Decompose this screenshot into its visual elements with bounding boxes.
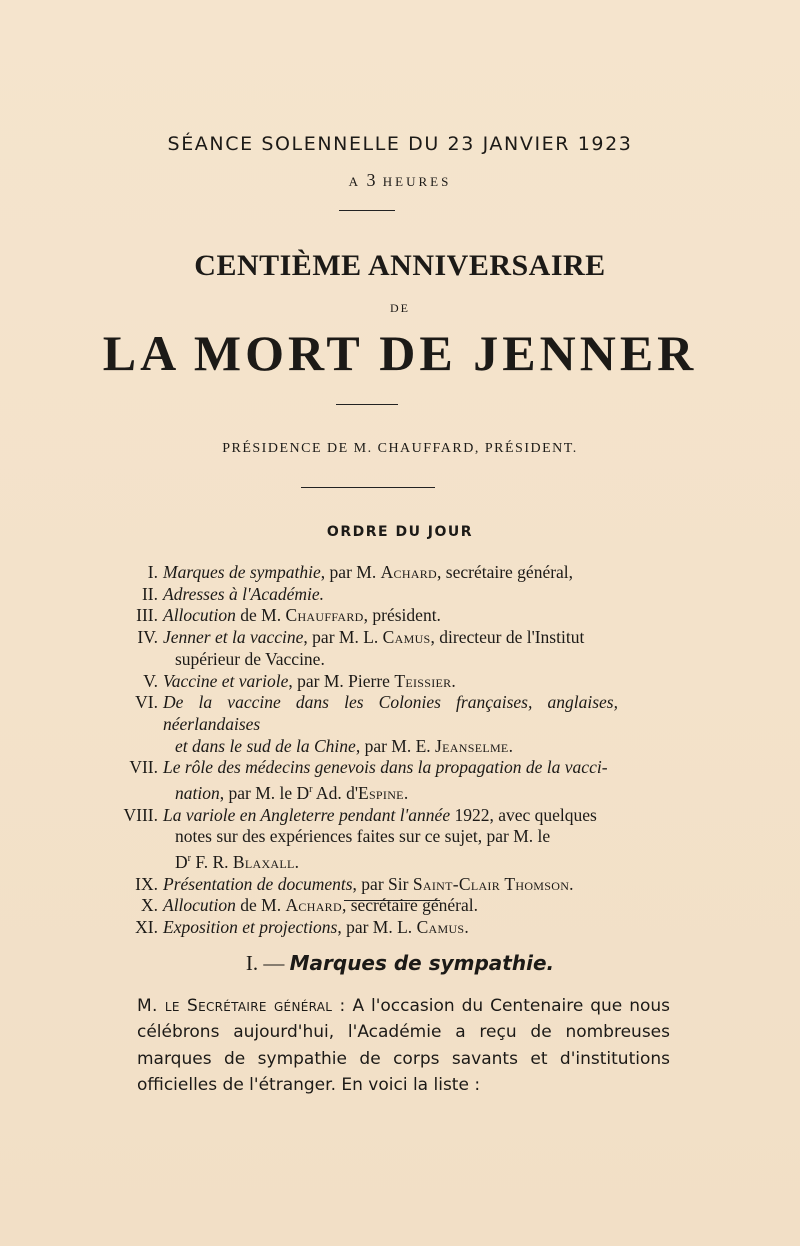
divider-3	[301, 487, 435, 488]
session-heading: SÉANCE SOLENNELLE DU 23 JANVIER 1923	[167, 133, 633, 155]
agenda-heading: ORDRE DU JOUR	[326, 524, 474, 540]
agenda-item: II. Adresses à l'Académie.	[141, 583, 325, 604]
agenda-item: X. Allocution de M. Achard, secrétaire général.	[140, 895, 478, 916]
agenda-item: VIII. La variole en Angleterre pendant l'année 1922, avec quelques notes sur des expériences faites sur ce sujet, par M. le $D^r$ F. R. Blaxall.	[123, 804, 597, 872]
section-title: I. — Marques de sympathie.	[245, 951, 555, 975]
title-de: DE	[390, 301, 410, 315]
agenda-item: I. Marques de sympathie, par M. Achard, secrétaire général,	[147, 562, 574, 582]
agenda-item: IX. Présentation de documents, par Sir Saint-Clair Thomson.	[135, 873, 574, 894]
presidence-line: PRÉSIDENCE DE M. CHAUFFARD, PRÉSIDENT.	[222, 441, 578, 456]
divider-4	[344, 900, 440, 901]
divider-2	[336, 404, 398, 405]
agenda-item: IV. Jenner et la vaccine, par M. L. Camus, directeur de l'Institut supérieur de Vaccine.	[137, 627, 585, 669]
agenda-item: XI. Exposition et projections, par M. L. Camus.	[135, 916, 469, 937]
agenda-list	[0, 562, 800, 939]
body-paragraph: M. le Secrétaire général : A l'occasion du Centenaire que nous célébrons aujourd'hui, l'Académie a reçu de nombreuses marques de sympathie de corps savants et d'institutions officielles de l'étranger. En voici la liste :	[137, 996, 670, 1095]
session-hour: A 3 HEURES	[348, 170, 452, 190]
agenda-item: VII. Le rôle des médecins genevois dans la propagation de la vacci- nation, par M. le $D^r$ Ad. d'Espine.	[129, 757, 608, 803]
divider-1	[339, 210, 395, 211]
title-jenner: LA MORT DE JENNER	[102, 325, 698, 381]
agenda-item: VI. De la vaccine dans les Colonies françaises, anglaises, néerlandaises et dans le sud de la Chine, par M. E. Jeanselme.	[135, 692, 618, 756]
title-anniversary: CENTIÈME ANNIVERSAIRE	[194, 249, 606, 282]
agenda-item: III. Allocution de M. Chauffard, président.	[136, 605, 441, 626]
agenda-item: V. Vaccine et variole, par M. Pierre Teissier.	[143, 670, 456, 691]
